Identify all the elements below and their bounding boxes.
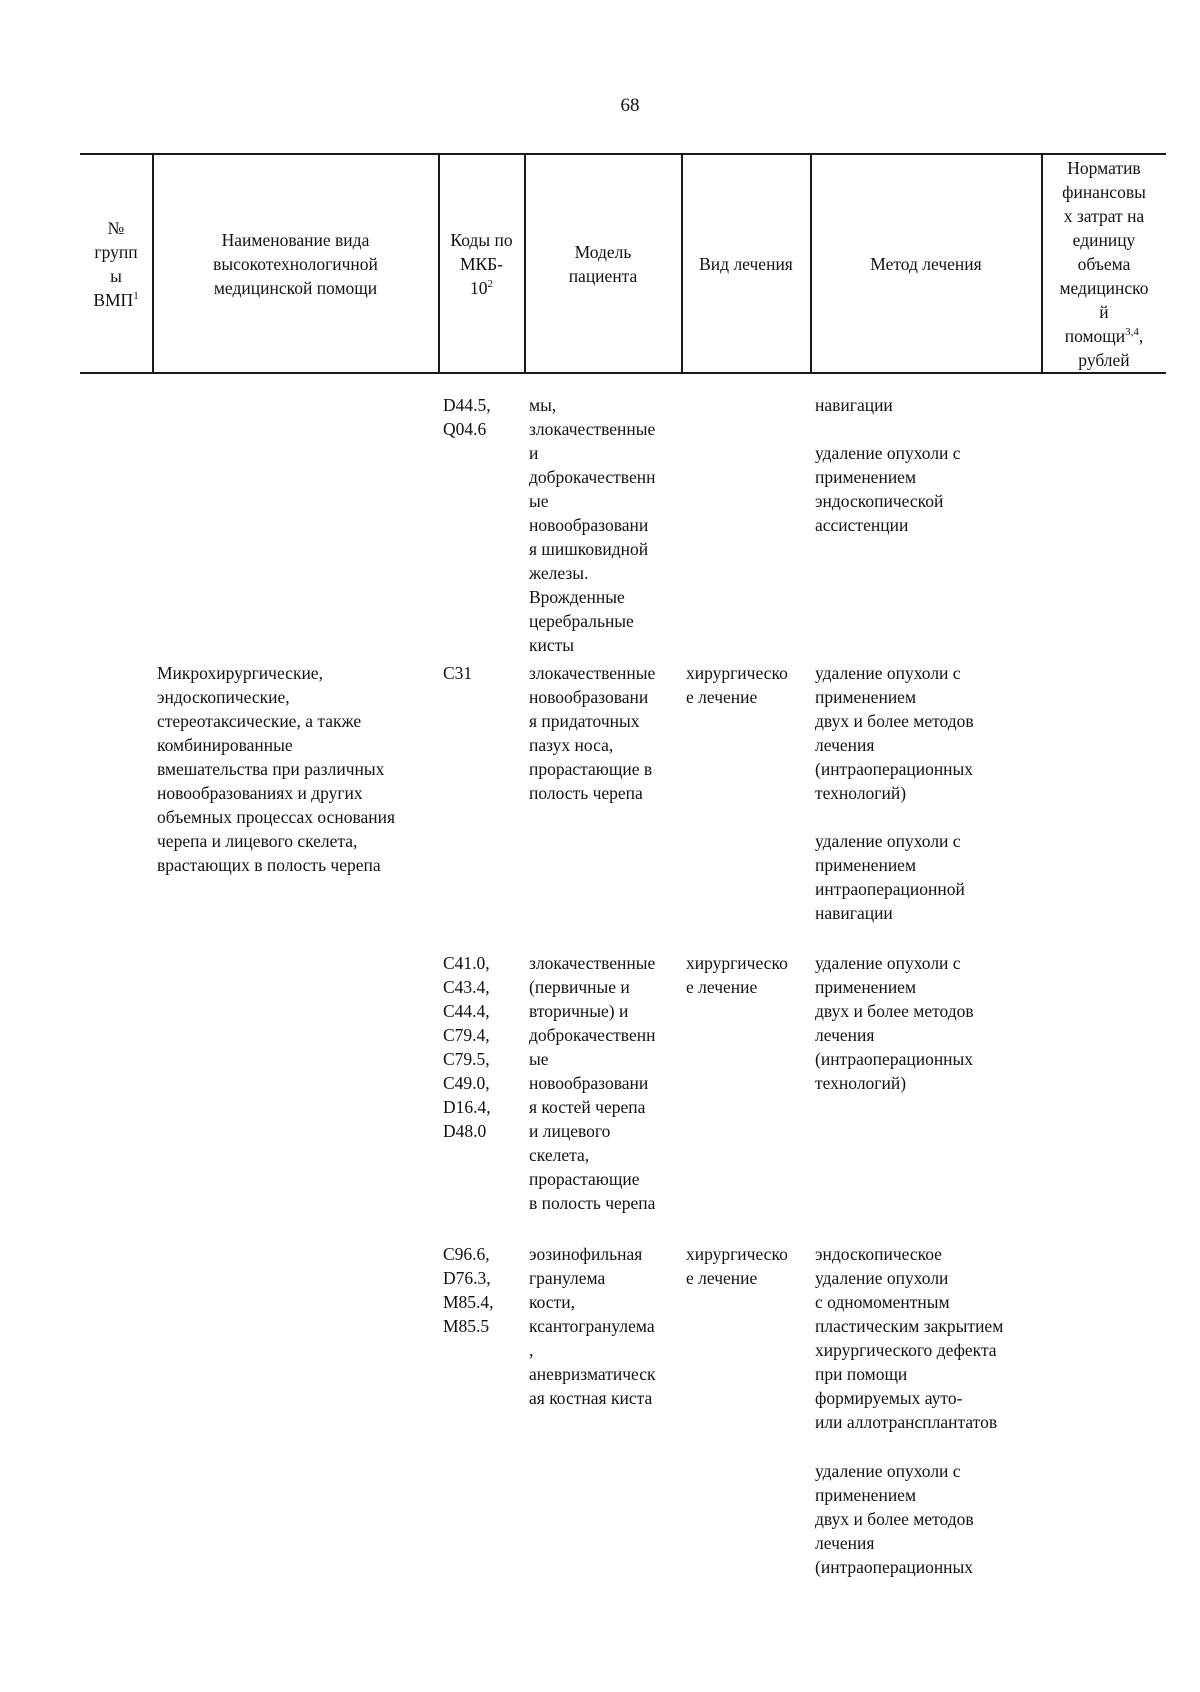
row-1-patient-model: злокачественные новообразовани я придаточных пазух носа, прорастающие в полость черепа xyxy=(529,663,656,803)
header-patient-model xyxy=(525,156,681,372)
header-treatment-type xyxy=(682,156,810,372)
header-treatment-type-text: Вид лечения xyxy=(699,254,793,274)
row-1-method-2: удаление опухоли с применением интраоперационной навигации xyxy=(815,831,965,923)
row-3-treatment-type: хирургическо е лечение xyxy=(686,1244,788,1288)
row-2-patient-model: злокачественные (первичные и вторичные) и доброкачественн ые новообразовани я костей черепа и лицевого скелета, прорастающие в полость черепа xyxy=(529,953,656,1213)
footnote-ref-2: 2 xyxy=(487,278,493,291)
header-icd-codes-text: Коды по МКБ- 10 xyxy=(450,230,513,298)
row-0-method-1: навигации xyxy=(815,395,893,415)
footnote-ref-3-4: 3,4 xyxy=(1125,326,1139,339)
header-cost-standard-tail: , рублей xyxy=(1078,326,1144,370)
row-0-codes: D44.5, Q04.6 xyxy=(443,395,491,439)
header-care-type-name xyxy=(153,156,438,372)
header-icd-codes xyxy=(439,156,524,372)
row-1-codes: C31 xyxy=(443,663,473,683)
row-1-treatment-type: хирургическо е лечение xyxy=(686,663,788,707)
row-2-treatment-type: хирургическо е лечение xyxy=(686,953,788,997)
row-3-method-1: эндоскопическое удаление опухоли с одномоментным пластическим закрытием хирургического дефекта при помощи формируемых ауто- или аллотрансплантатов xyxy=(815,1244,1004,1432)
header-cost-standard-text: Норматив финансовы х затрат на единицу объема медицинско й помощи xyxy=(1059,158,1149,346)
row-1-care-type-name: Микрохирургические, эндоскопические, стереотаксические, а также комбинированные вмешательства при различных новообразованиях и других объемных процессах основания черепа и лицевого скелета, врастающих в полость черепа xyxy=(157,663,396,875)
row-2-method-1: удаление опухоли с применением двух и более методов лечения (интраоперационных технологий) xyxy=(815,953,974,1093)
row-2-codes: C41.0, C43.4, C44.4, C79.4, C79.5, C49.0, D16.4, D48.0 xyxy=(443,953,491,1141)
row-3-codes: C96.6, D76.3, M85.4, M85.5 xyxy=(443,1244,494,1336)
row-0-patient-model: мы, злокачественные и доброкачественн ые новообразовани я шишковидной железы. Врожденные церебральные кисты xyxy=(529,395,656,655)
header-group-number xyxy=(80,156,152,372)
table-top-border xyxy=(80,153,1166,155)
footnote-ref-1: 1 xyxy=(133,290,139,303)
header-treatment-method xyxy=(811,156,1041,372)
row-0-method-2: удаление опухоли с применением эндоскопической ассистенции xyxy=(815,443,961,535)
header-group-number-text: № групп ы ВМП xyxy=(93,218,138,310)
header-patient-model-text: Модель пациента xyxy=(568,242,638,286)
table-header-bottom-border xyxy=(80,372,1166,374)
row-3-method-2: удаление опухоли с применением двух и более методов лечения (интраоперационных xyxy=(815,1461,974,1577)
page-number: 68 xyxy=(620,95,640,116)
row-3-patient-model: эозинофильная гранулема кости, ксантогранулема , аневризматическ ая костная киста xyxy=(529,1244,656,1408)
header-treatment-method-text: Метод лечения xyxy=(870,254,982,274)
row-1-method-1: удаление опухоли с применением двух и более методов лечения (интраоперационных технологий) xyxy=(815,663,974,803)
header-cost-standard xyxy=(1042,156,1166,372)
header-care-type-name-text: Наименование вида высокотехнологичной медицинской помощи xyxy=(213,230,378,298)
